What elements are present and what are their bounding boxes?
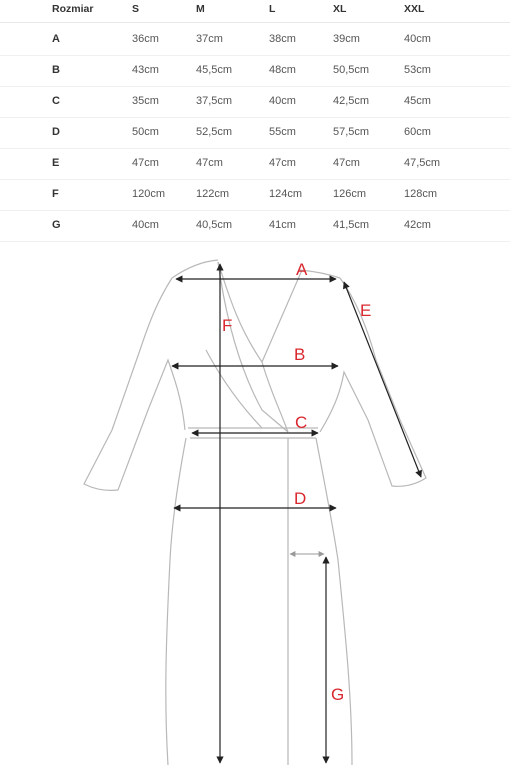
header-cell: XL [333, 3, 347, 15]
table-cell: 124cm [269, 188, 303, 200]
table-cell: 40cm [404, 33, 431, 45]
header-cell: L [269, 3, 276, 15]
label-f: F [222, 316, 233, 335]
table-cell: 50cm [132, 126, 159, 138]
table-cell: 38cm [269, 33, 296, 45]
table-cell: 53cm [404, 64, 431, 76]
table-cell: 39cm [333, 33, 360, 45]
table-cell: 50,5cm [333, 64, 370, 76]
label-a: A [296, 260, 308, 279]
header-cell: Rozmiar [52, 3, 94, 15]
dress-diagram [0, 245, 510, 765]
table-row [0, 148, 510, 180]
row-label: E [52, 157, 60, 169]
table-cell: 55cm [269, 126, 296, 138]
table-cell: 47cm [196, 157, 223, 169]
dress-outline [84, 260, 426, 765]
header-cell: S [132, 3, 140, 15]
label-g: G [331, 685, 345, 704]
table-cell: 47cm [132, 157, 159, 169]
table-cell: 47cm [333, 157, 360, 169]
table-cell: 45cm [404, 95, 431, 107]
table-cell: 41cm [269, 219, 296, 231]
measure-e-arrow [344, 282, 421, 477]
table-cell: 40cm [269, 95, 296, 107]
label-e: E [360, 301, 372, 320]
table-cell: 37cm [196, 33, 223, 45]
table-row [0, 86, 510, 118]
table-cell: 41,5cm [333, 219, 370, 231]
table-row [0, 117, 510, 149]
table-cell: 52,5cm [196, 126, 233, 138]
table-cell: 122cm [196, 188, 230, 200]
table-cell: 40,5cm [196, 219, 233, 231]
table-cell: 45,5cm [196, 64, 233, 76]
table-cell: 35cm [132, 95, 159, 107]
row-label: B [52, 64, 60, 76]
table-row [0, 24, 510, 56]
row-label: C [52, 95, 60, 107]
table-cell: 37,5cm [196, 95, 233, 107]
row-label: G [52, 219, 61, 231]
table-cell: 47cm [269, 157, 296, 169]
row-label: D [52, 126, 60, 138]
header-cell: XXL [404, 3, 425, 15]
row-label: F [52, 188, 59, 200]
table-row [0, 55, 510, 87]
table-row [0, 210, 510, 242]
table-cell: 36cm [132, 33, 159, 45]
table-cell: 126cm [333, 188, 367, 200]
table-cell: 120cm [132, 188, 166, 200]
label-b: B [294, 345, 306, 364]
measurement-arrows [172, 264, 421, 763]
table-cell: 60cm [404, 126, 431, 138]
table-cell: 40cm [132, 219, 159, 231]
table-row [0, 179, 510, 211]
table-cell: 48cm [269, 64, 296, 76]
table-header [0, 0, 510, 23]
table-cell: 47,5cm [404, 157, 441, 169]
table-cell: 57,5cm [333, 126, 370, 138]
label-c: C [295, 413, 308, 432]
table-cell: 128cm [404, 188, 438, 200]
table-cell: 42,5cm [333, 95, 370, 107]
header-cell: M [196, 3, 205, 15]
table-cell: 42cm [404, 219, 431, 231]
label-d: D [294, 489, 307, 508]
table-cell: 43cm [132, 64, 159, 76]
row-label: A [52, 33, 60, 45]
